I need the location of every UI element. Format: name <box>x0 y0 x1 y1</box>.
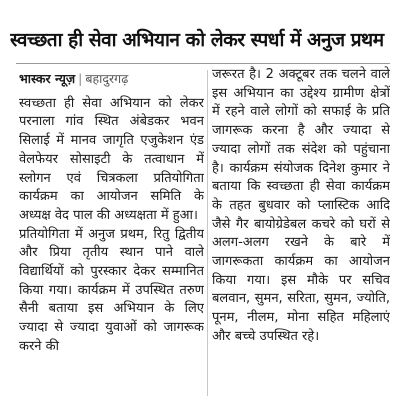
article-headline: स्वच्छता ही सेवा अभियान को लेकर स्पर्धा में अनुज प्रथम <box>10 29 384 51</box>
article-column-left <box>19 70 204 400</box>
byline-agency: भास्कर न्यूज़ <box>19 71 76 86</box>
article-column-right <box>212 66 390 400</box>
article-paragraph: प्रतियोगिता में अनुज प्रथम, रितु द्वितीय और प्रिया तृतीय स्थान पाने वाले विद्यार्थियों को पुरस्कार देकर सम्मानित किया गया। कार्यक्रम में उपस्थित तरुण सैनी बताया इस अभियान के लिए ज्यादा से ज्यादा युवाओं को जागरूक करने की <box>19 226 204 354</box>
article-paragraph: स्वच्छता ही सेवा अभियान को लेकर परनाला गांव स्थित अंबेडकर भवन सिलाई में मानव जागृति एजुकेशन एंड वेलफेयर सोसाइटी के तत्वाधान में स्लोगन एवं चित्रकला प्रतियोगिता कार्यक्रम का आयोजन समिति के अध्यक्ष वेद पाल की अध्यक्षता में हुआ। <box>19 95 204 223</box>
byline-separator: | <box>78 71 83 86</box>
byline <box>19 70 204 89</box>
article-paragraph: जरूरत है। 2 अक्टूबर तक चलने वाले इस अभियान का उद्देश्य ग्रामीण क्षेत्रों में रहने वाले लोगों को सफाई के प्रति जागरूक करना है और ज्यादा से ज्यादा लोगों तक संदेश को पहुंचाना है। कार्यक्रम संयोजक दिनेश कुमार ने बताया कि स्वच्छता ही सेवा कार्यक्रम के तहत बुधवार को प्लास्टिक आदि जैसे गैर बायोग्रेडेबल कचरे को घरों से अलग-अलग रखने के बारे में जागरूकता कार्यक्रम का आयोजन किया गया। इस मौके पर सचिव बलवान, सुमन, सरिता, सुमन, ज्योति, पूनम, नीलम, मोना सहित महिलाएं और बच्चे उपस्थित रहे। <box>212 67 390 344</box>
column-divider <box>207 70 208 396</box>
headline-divider <box>16 63 390 64</box>
byline-place: बहादुरगढ़ <box>85 71 129 86</box>
